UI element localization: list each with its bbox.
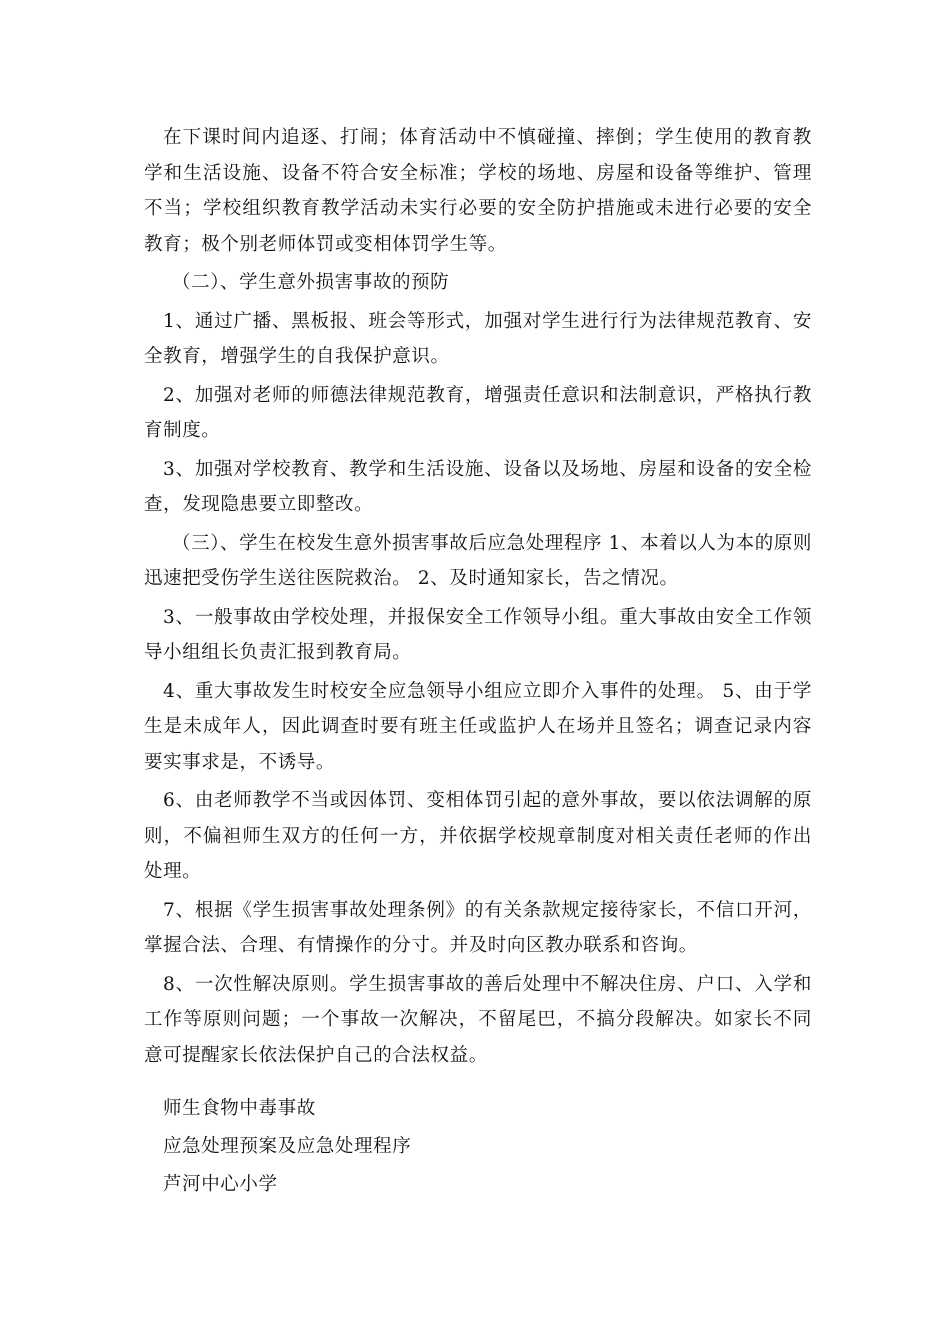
paragraph-procedure-7: 7、根据《学生损害事故处理条例》的有关条款规定接待家长，不信口开河，掌握合法、合理、有情操作的分寸。并及时向区教办联系和咨询。 — [144, 899, 812, 956]
paragraph-causes: 在下课时间内追逐、打闹；体育活动中不慎碰撞、摔倒；学生使用的教育教学和生活设施、设备不符合安全标准；学校的场地、房屋和设备等维护、管理不当；学校组织教育教学活动未实行必要的安全防护措施或未进行必要的安全教育；极个别老师体罚或变相体罚学生等。 — [144, 127, 812, 255]
section-heading-prevention: （二）、学生意外损害事故的预防 — [172, 272, 450, 293]
paragraph-procedure-6: 6、由老师教学不当或因体罚、变相体罚引起的意外事故，要以依法调解的原则，不偏袒师生双方的任何一方，并依据学校规章制度对相关责任老师的作出处理。 — [144, 790, 812, 882]
paragraph-procedure-8: 8、一次性解决原则。学生损害事故的善后处理中不解决住房、户口、入学和工作等原则问题；一个事故一次解决，不留尾巴，不搞分段解决。如家长不同意可提醒家长依法保护自己的合法权益。 — [144, 973, 812, 1066]
paragraph-prevention-2: 2、加强对老师的师德法律规范教育，增强责任意识和法制意识，严格执行教育制度。 — [144, 384, 812, 441]
section-heading-procedure: （三）、学生在校发生意外损害事故后应急处理程序 1、本着以人为本的原则迅速把受伤学生送往医院救治。 2、及时通知家长，告之情况。 — [144, 532, 812, 589]
next-title: 师生食物中毒事故 — [163, 1098, 316, 1119]
next-subtitle: 应急处理预案及应急处理程序 — [163, 1136, 412, 1157]
paragraph-prevention-1: 1、通过广播、黑板报、班会等形式，加强对学生进行行为法律规范教育、安全教育，增强学生的自我保护意识。 — [144, 310, 812, 367]
paragraph-prevention-3: 3、加强对学校教育、教学和生活设施、设备以及场地、房屋和设备的安全检查，发现隐患要立即整改。 — [144, 458, 812, 515]
school-name: 芦河中心小学 — [163, 1174, 278, 1195]
body-text — [144, 120, 812, 1076]
paragraph-procedure-4-5: 4、重大事故发生时校安全应急领导小组应立即介入事件的处理。 5、由于学生是未成年人，因此调查时要有班主任或监护人在场并且签名；调查记录内容要实事求是，不诱导。 — [144, 680, 812, 773]
next-document-header — [163, 1090, 763, 1204]
paragraph-procedure-3: 3、一般事故由学校处理，并报保安全工作领导小组。重大事故由安全工作领导小组组长负责汇报到教育局。 — [144, 606, 812, 663]
